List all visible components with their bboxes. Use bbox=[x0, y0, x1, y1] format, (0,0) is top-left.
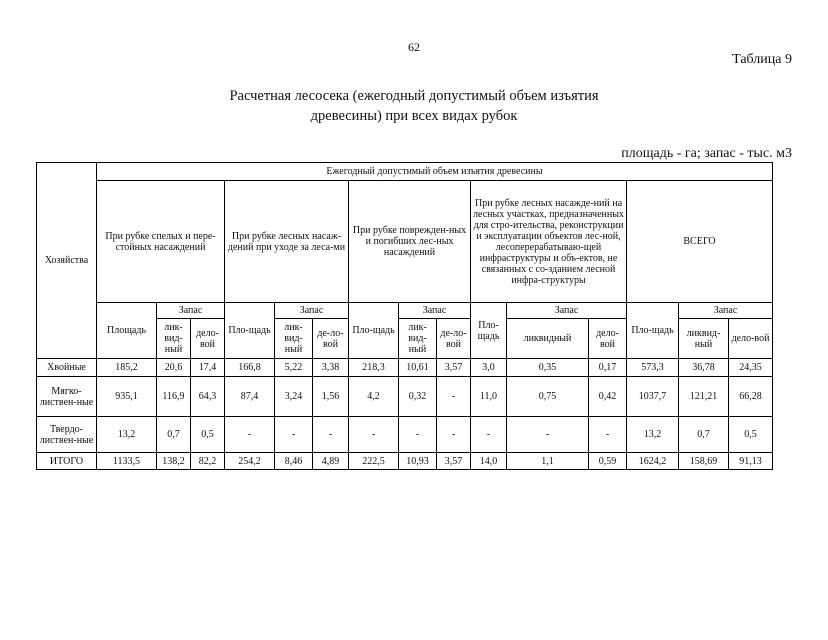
header-liquid: ликвид-ный bbox=[679, 319, 729, 359]
page-number: 62 bbox=[408, 40, 420, 54]
header-area: Пло-щадь bbox=[471, 303, 507, 359]
title-line-2: древесины) при всех видах рубок bbox=[310, 108, 518, 124]
header-liquid: ликвидный bbox=[507, 319, 589, 359]
allowable-cut-table bbox=[36, 162, 773, 470]
header-commercial: дело-вой bbox=[589, 319, 627, 359]
cell: 1133,5 bbox=[97, 453, 157, 470]
cell: 4,89 bbox=[313, 453, 349, 470]
cell: 0,59 bbox=[589, 453, 627, 470]
header-area: Пло-щадь bbox=[627, 303, 679, 359]
header-row-2 bbox=[37, 181, 773, 303]
title-line-1: Расчетная лесосека (ежегодный допустимый объем изъятия bbox=[229, 88, 599, 104]
table-label: Таблица 9 bbox=[732, 52, 792, 67]
cell: 0,75 bbox=[507, 377, 589, 417]
cell: - bbox=[313, 417, 349, 453]
cell: - bbox=[349, 417, 399, 453]
cell: 1037,7 bbox=[627, 377, 679, 417]
table-title bbox=[0, 86, 828, 126]
cell: 3,57 bbox=[437, 453, 471, 470]
header-stock: Запас bbox=[157, 303, 225, 319]
row-name: Твердо-листвен-ные bbox=[37, 417, 97, 453]
cell: 185,2 bbox=[97, 359, 157, 377]
header-farms: Хозяйства bbox=[37, 163, 97, 359]
cell: 254,2 bbox=[225, 453, 275, 470]
header-area: Пло-щадь bbox=[225, 303, 275, 359]
header-row-3 bbox=[37, 303, 773, 319]
header-commercial: де-ло-вой bbox=[437, 319, 471, 359]
cell: 222,5 bbox=[349, 453, 399, 470]
row-name: Хвойные bbox=[37, 359, 97, 377]
cell: 935,1 bbox=[97, 377, 157, 417]
cell: 20,6 bbox=[157, 359, 191, 377]
header-row-1 bbox=[37, 163, 773, 181]
cell: 218,3 bbox=[349, 359, 399, 377]
cell: - bbox=[471, 417, 507, 453]
cell: 10,93 bbox=[399, 453, 437, 470]
cell: - bbox=[507, 417, 589, 453]
header-commercial: дело-вой bbox=[729, 319, 773, 359]
cell: 10,61 bbox=[399, 359, 437, 377]
cell: 1,1 bbox=[507, 453, 589, 470]
header-annual-volume: Ежегодный допустимый объем изъятия древесины bbox=[97, 163, 773, 181]
cell: 0,32 bbox=[399, 377, 437, 417]
cell: 116,9 bbox=[157, 377, 191, 417]
cell: 0,5 bbox=[729, 417, 773, 453]
header-group-thinning: При рубке лесных насаж-дений при уходе за леса-ми bbox=[225, 181, 349, 303]
cell: 13,2 bbox=[627, 417, 679, 453]
header-group-infrastructure: При рубке лесных насажде-ний на лесных участках, предназначенных для стро-ительства, реконструкции и эксплуатации объектов лес-ной, лесоперерабатываю-щей инфраструктуры и объ-ектов, не связанных с со-зданием лесной инфра-структуры bbox=[471, 181, 627, 303]
cell: 3,24 bbox=[275, 377, 313, 417]
cell: - bbox=[399, 417, 437, 453]
cell: 11,0 bbox=[471, 377, 507, 417]
cell: - bbox=[437, 417, 471, 453]
header-area: Пло-щадь bbox=[349, 303, 399, 359]
header-commercial: дело-вой bbox=[191, 319, 225, 359]
table-row bbox=[37, 359, 773, 377]
cell: 8,46 bbox=[275, 453, 313, 470]
cell: 5,22 bbox=[275, 359, 313, 377]
cell: 0,7 bbox=[679, 417, 729, 453]
cell: 91,13 bbox=[729, 453, 773, 470]
header-commercial: де-ло-вой bbox=[313, 319, 349, 359]
header-liquid: лик-вид-ный bbox=[399, 319, 437, 359]
cell: 3,38 bbox=[313, 359, 349, 377]
header-liquid: лик-вид-ный bbox=[157, 319, 191, 359]
cell: 3,57 bbox=[437, 359, 471, 377]
header-stock: Запас bbox=[507, 303, 627, 319]
cell: 138,2 bbox=[157, 453, 191, 470]
row-name: Мягко-листвен-ные bbox=[37, 377, 97, 417]
cell: 1624,2 bbox=[627, 453, 679, 470]
cell: 17,4 bbox=[191, 359, 225, 377]
units-note: площадь - га; запас - тыс. м3 bbox=[621, 146, 792, 161]
header-stock: Запас bbox=[399, 303, 471, 319]
header-stock: Запас bbox=[679, 303, 773, 319]
cell: 13,2 bbox=[97, 417, 157, 453]
table-row bbox=[37, 377, 773, 417]
cell: 4,2 bbox=[349, 377, 399, 417]
cell: 87,4 bbox=[225, 377, 275, 417]
cell: 36,78 bbox=[679, 359, 729, 377]
cell: - bbox=[275, 417, 313, 453]
cell: - bbox=[589, 417, 627, 453]
cell: 0,17 bbox=[589, 359, 627, 377]
row-name: ИТОГО bbox=[37, 453, 97, 470]
cell: 3,0 bbox=[471, 359, 507, 377]
cell: 573,3 bbox=[627, 359, 679, 377]
cell: 0,35 bbox=[507, 359, 589, 377]
cell: 0,42 bbox=[589, 377, 627, 417]
header-stock: Запас bbox=[275, 303, 349, 319]
table-row bbox=[37, 417, 773, 453]
cell: 1,56 bbox=[313, 377, 349, 417]
cell: - bbox=[437, 377, 471, 417]
cell: 24,35 bbox=[729, 359, 773, 377]
cell: 158,69 bbox=[679, 453, 729, 470]
header-group-mature: При рубке спелых и пере-стойных насаждений bbox=[97, 181, 225, 303]
cell: 82,2 bbox=[191, 453, 225, 470]
table-row-total bbox=[37, 453, 773, 470]
header-area: Площадь bbox=[97, 303, 157, 359]
cell: 121,21 bbox=[679, 377, 729, 417]
cell: 64,3 bbox=[191, 377, 225, 417]
cell: 66,28 bbox=[729, 377, 773, 417]
cell: 0,5 bbox=[191, 417, 225, 453]
cell: 0,7 bbox=[157, 417, 191, 453]
header-group-total: ВСЕГО bbox=[627, 181, 773, 303]
cell: 166,8 bbox=[225, 359, 275, 377]
header-liquid: лик-вид-ный bbox=[275, 319, 313, 359]
cell: - bbox=[225, 417, 275, 453]
cell: 14,0 bbox=[471, 453, 507, 470]
header-group-damaged: При рубке поврежден-ных и погибших лес-ных насаждений bbox=[349, 181, 471, 303]
